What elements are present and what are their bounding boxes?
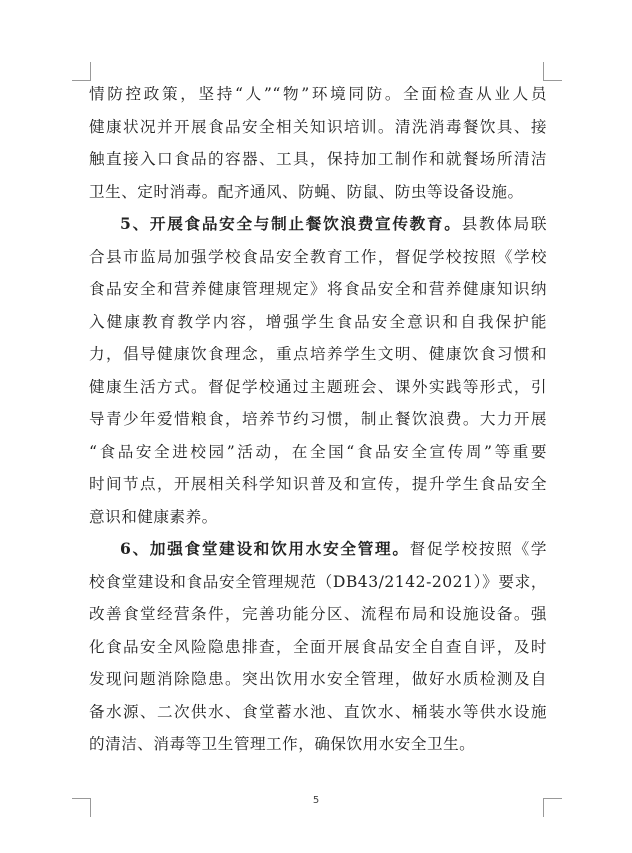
- text-line: 情防控政策，坚持“人”“物”环境同防。全面检查从业人员: [89, 85, 547, 103]
- text-line: “食品安全进校园”活动，在全国“食品安全宣传周”等重要: [89, 442, 547, 461]
- section-6-heading: 6、加强食堂建设和饮用水安全管理。: [120, 539, 410, 558]
- text-line: 校食堂建设和食品安全管理规范（DB43/2142-2021）》要求，: [89, 572, 547, 591]
- text-line: 意识和健康素养。: [89, 507, 218, 526]
- text-line: 发现问题消除隐患。突出饮用水安全管理，做好水质检测及自: [89, 670, 547, 688]
- text-line: 备水源、二次供水、食堂蓄水池、直饮水、桶装水等供水设施: [89, 702, 547, 721]
- text-line: 健康生活方式。督促学校通过主题班会、课外实践等形式，引: [89, 377, 547, 396]
- text-line: 合县市监局加强学校食品安全教育工作，督促学校按照《学校: [89, 247, 547, 266]
- body-text: [89, 78, 547, 761]
- page-number: 5: [312, 795, 320, 806]
- text-line: 改善食堂经营条件，完善功能分区、流程布局和设施设备。强: [89, 605, 547, 623]
- text-line: 触直接入口食品的容器、工具，保持加工制作和就餐场所清洁: [89, 150, 547, 168]
- text-line: 导青少年爱惜粮食，培养节约习惯，制止餐饮浪费。大力开展: [89, 410, 547, 428]
- text-line: 力，倡导健康饮食理念，重点培养学生文明、健康饮食习惯和: [89, 345, 547, 363]
- section-5-heading-line: 5、开展食品安全与制止餐饮浪费宣传教育。县教体局联: [120, 214, 547, 233]
- text-line: 入健康教育教学内容，增强学生食品安全意识和自我保护能: [89, 312, 547, 331]
- text-line: 健康状况并开展食品安全相关知识培训。清洗消毒餐饮具、接: [89, 117, 547, 136]
- section-6-heading-line: 6、加强食堂建设和饮用水安全管理。督促学校按照《学: [120, 539, 547, 558]
- text-line: 时间节点，开展相关科学知识普及和宣传，提升学生食品安全: [89, 475, 547, 493]
- text-line: 食品安全和营养健康管理规定》将食品安全和营养健康知识纳: [89, 280, 547, 298]
- text-line: 卫生、定时消毒。配齐通风、防蝇、防鼠、防虫等设备设施。: [89, 182, 524, 201]
- text-line: 化食品安全风险隐患排查，全面开展食品安全自查自评，及时: [89, 637, 547, 656]
- text-line: 的清洁、消毒等卫生管理工作，确保饮用水安全卫生。: [89, 735, 476, 753]
- section-5-heading: 5、开展食品安全与制止餐饮浪费宣传教育。: [120, 214, 462, 233]
